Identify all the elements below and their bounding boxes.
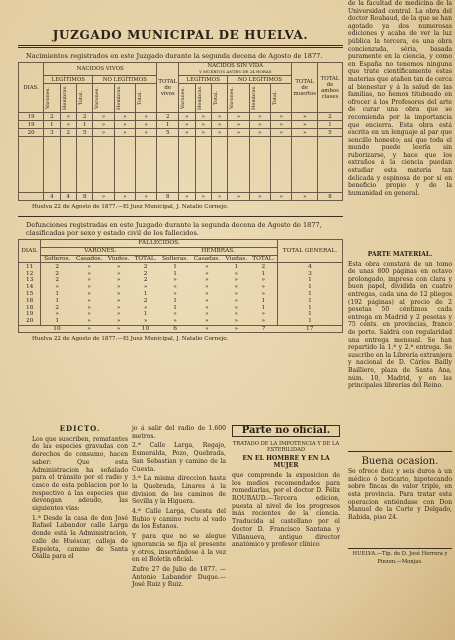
defunciones-row xyxy=(19,291,343,298)
defunciones-row xyxy=(19,277,343,284)
cell: » xyxy=(205,297,209,304)
cell: » xyxy=(292,129,318,137)
col-total-muertos: TOTAL de muertos xyxy=(292,63,318,113)
right-rule xyxy=(348,451,452,452)
parte-material-heading: PARTE MATERIAL. xyxy=(367,251,433,258)
cell: » xyxy=(234,297,239,304)
total-cell: 4 xyxy=(44,193,60,201)
cell: » xyxy=(270,121,291,129)
cell: 2 xyxy=(60,129,76,137)
cell: » xyxy=(116,263,121,270)
cell: 1 xyxy=(55,297,60,304)
cell: 1 xyxy=(277,277,342,284)
cell: » xyxy=(136,121,157,129)
cell: » xyxy=(261,290,266,297)
nacimientos-table xyxy=(18,62,343,201)
cell: 20 xyxy=(19,129,44,137)
title-rule xyxy=(18,45,343,48)
cell: » xyxy=(116,290,121,297)
cell: » xyxy=(234,304,239,311)
edicto-note: Y para que no se alegue ignorancia se fija el presente y otros, insertándose á la vez en el Boletín oficial. xyxy=(132,533,226,564)
cell: 20 xyxy=(19,318,41,325)
defunciones-intro: Defunciones registradas en este Juzgado durante la segunda decena de Agosto de 1877, clasificadas por sexo y estado civil de los fallecidos. xyxy=(26,221,322,237)
cell: » xyxy=(93,121,114,129)
parte-no-oficial-heading: Parte no oficial. xyxy=(232,425,340,437)
defunciones-body xyxy=(19,263,343,325)
cell: 2 xyxy=(44,113,60,121)
cell: » xyxy=(234,277,239,284)
cell: » xyxy=(195,121,211,129)
cell: » xyxy=(116,284,121,291)
cell: » xyxy=(87,277,91,284)
cell: » xyxy=(205,277,209,284)
cell: » xyxy=(179,129,195,137)
cell: » xyxy=(87,270,91,277)
cell: 1 xyxy=(261,297,266,304)
cell: » xyxy=(270,129,291,137)
cell: » xyxy=(205,290,209,297)
cell: 2 xyxy=(143,270,148,277)
cell: 2 xyxy=(143,297,148,304)
imprint-footer: HUELVA.—Tip. de D. José Herrera y Pinzon.—Monjas. xyxy=(348,548,452,566)
group-sin-vida-sub: Y MUERTOS ANTES DE 24 HORAS xyxy=(199,69,272,74)
cell: » xyxy=(60,113,76,121)
def-col: Casadas. xyxy=(191,255,223,263)
cell: 1 xyxy=(143,311,148,318)
defunciones-row xyxy=(19,263,343,270)
cell: » xyxy=(234,318,239,325)
cell: » xyxy=(116,311,121,318)
cell: » xyxy=(211,121,227,129)
cell: » xyxy=(114,129,135,137)
cell: 5 xyxy=(157,129,179,137)
cell: 2 xyxy=(76,113,92,121)
sub-col: Hembras. xyxy=(196,85,203,111)
cell: 1 xyxy=(277,311,342,318)
cell: 15 xyxy=(19,291,41,298)
cell: » xyxy=(270,113,291,121)
cell: » xyxy=(228,121,249,129)
cell: » xyxy=(249,129,270,137)
cell: » xyxy=(195,113,211,121)
cell: » xyxy=(228,129,249,137)
cell: » xyxy=(228,113,249,121)
cell: » xyxy=(55,311,60,318)
def-total-cell: » xyxy=(223,325,250,333)
cell: 1 xyxy=(173,304,177,311)
edicto-item-3: 3.ª La misma direccion hasta la Quebrada, Linares á la division de los caminos de Sevilla y la Higuera. xyxy=(132,475,226,506)
cell: » xyxy=(173,311,177,318)
cell: 1 xyxy=(277,291,342,298)
cell: 1 xyxy=(277,284,342,291)
col-dias: DIAS. xyxy=(19,63,44,113)
cell: » xyxy=(205,318,209,325)
nacimientos-row xyxy=(19,129,343,137)
cell: » xyxy=(205,270,209,277)
sub-col: Total. xyxy=(77,90,84,106)
bottom-columns xyxy=(18,425,343,635)
legitimos-2: LEGÍTIMOS xyxy=(179,76,228,84)
cell: » xyxy=(261,284,266,291)
signature-1: Huelva 22 de Agosto de 1877.—El Juez Municipal, J. Natalio Cornejo. xyxy=(32,204,229,210)
edicto-item-2: 2.ª Calle Larga, Regajo, Esmeralda, Pozo, Quebrada, San Sebastian y camino de la Cuesta. xyxy=(132,442,226,473)
juzgado-section xyxy=(18,20,343,342)
nacimientos-totals-row: 4 4 8 » » » 8 » » » » » » » 8 xyxy=(19,193,343,201)
cell: » xyxy=(55,284,60,291)
defunciones-row xyxy=(19,318,343,325)
cell: 1 xyxy=(157,121,179,129)
signature-2: Huelva 22 de Agosto de 1877.—El Juez Municipal, J. Natalio Cornejo. xyxy=(32,336,229,343)
cell: » xyxy=(143,284,148,291)
cell: 5 xyxy=(76,129,92,137)
edicto-item-4: 4.ª Calle Larga, Cuesta del Rubio y camino recto al vado de los Estanos. xyxy=(132,508,226,531)
cell: 19 xyxy=(19,113,44,121)
def-total-cell: 10 xyxy=(132,325,159,333)
cell: » xyxy=(211,113,227,121)
cell: » xyxy=(114,121,135,129)
sub-col: Hembras. xyxy=(115,85,122,111)
def-col: Casados. xyxy=(73,255,105,263)
edicto-signature: Zufre 27 de Julio de 1877. —Antonio Labandor Duque.—José Ruiz y Ruiz. xyxy=(132,565,226,589)
cell: » xyxy=(205,304,209,311)
nacimientos-body xyxy=(19,113,343,137)
cell: » xyxy=(87,311,91,318)
cell: 3 xyxy=(277,270,342,277)
nacimientos-row xyxy=(19,121,343,129)
no-legitimos-1: NO LEGÍTIMOS xyxy=(93,76,157,84)
sub-col: Total. xyxy=(212,90,219,106)
edicto-item-1: 1.ª Desde la casa de don José Rafael Labandor calle Larga donde está la Administracion, calle de Huéscar, calleja de Espeleta, camino de Santa Olalla para el xyxy=(32,514,128,561)
cell: » xyxy=(179,113,195,121)
cell: » xyxy=(116,304,121,311)
defunciones-totals-row xyxy=(19,325,343,333)
cell: 14 xyxy=(19,284,41,291)
def-col: Viudos. xyxy=(105,255,132,263)
sub-col: Total. xyxy=(271,90,278,106)
cell: 18 xyxy=(19,304,41,311)
cell: 1 xyxy=(234,263,239,270)
edicto-col2-text: jo á salir del radio de 1.600 metros. xyxy=(132,425,226,440)
cell: » xyxy=(249,121,270,129)
cell: » xyxy=(93,129,114,137)
cell: » xyxy=(173,277,177,284)
def-col: Viudas. xyxy=(223,255,250,263)
cell: 2 xyxy=(55,277,60,284)
cell: » xyxy=(60,121,76,129)
right-column xyxy=(348,0,452,566)
cell: 2 xyxy=(318,113,343,121)
no-legitimos-2: NO LEGÍTIMOS xyxy=(228,76,292,84)
cell: » xyxy=(205,311,209,318)
def-total-cell: 6 xyxy=(159,325,191,333)
cell: 19 xyxy=(19,311,41,318)
cell: 1 xyxy=(143,290,148,297)
sub-col: Hembras. xyxy=(250,85,257,111)
cell: 1 xyxy=(173,297,177,304)
cell: » xyxy=(249,113,270,121)
cell: 1 xyxy=(76,121,92,129)
cell: » xyxy=(205,263,209,270)
fallecidos-head: FALLECIDOS. xyxy=(41,240,278,248)
group-vivos: NACIDOS VIVOS xyxy=(44,63,157,76)
cell: » xyxy=(114,113,135,121)
edicto-column xyxy=(32,425,128,561)
total-cell: 8 xyxy=(318,193,343,201)
def-total-cell: » xyxy=(105,325,132,333)
def-col: Solteros. xyxy=(41,255,73,263)
total-cell: 8 xyxy=(157,193,179,201)
def-total-cell: 10 xyxy=(41,325,73,333)
cell: 1 xyxy=(44,121,60,129)
hembras-head: HEMBRAS. xyxy=(159,247,277,255)
cell: 2 xyxy=(157,113,179,121)
cell: 4 xyxy=(277,263,342,270)
sub-col: Varones. xyxy=(45,87,52,109)
cell: » xyxy=(87,263,91,270)
group-sin-vida-label: NACIDOS SIN VIDA xyxy=(207,63,264,69)
cell: 12 xyxy=(19,270,41,277)
cell: » xyxy=(292,121,318,129)
cell: 3 xyxy=(44,129,60,137)
sub-col: Total. xyxy=(137,90,144,106)
cell: » xyxy=(87,290,91,297)
cell: 19 xyxy=(19,121,44,129)
cell: 2 xyxy=(55,263,60,270)
cell: » xyxy=(261,311,266,318)
defunciones-row xyxy=(19,284,343,291)
right-top-text: de la facultad de medicina de la Universidad central. La obra del doctor Roubaud, de la que se han agotado ya dos numerosas ediciones y acaba de ver la luz pública la tercera, es una obra concienzuda, séria, basada puramente en la ciencia, y como en España no tenemos ninguna que trate científicamente estas materias que atañen tan de cerca al bienestar y á la salud de las familias, no hemos titubeado en ofrecer á los Profesores del arte de curar una obra que se recomienda por la importancia que encierra. Esta obra está escrita en un lenguaje al par que sencillo honesto; así que toda el mundo puede leerla sin ruborizarse, y hace que los extraños á la ciencia puedan estudiar esta materia tan delicada y espinosa de por sí en beneficio propio y de la humanidad en general. xyxy=(348,0,452,197)
edicto-body: Los que suscriben, rematantes de las especies gravadas con derechos de consumo, hacen saber: Que esta Administracion ha señalado para el tránsito por el radio y casco de esta poblacion por lo respectivo á las especies que devengan adeudo, las siguientes vias: xyxy=(32,435,128,513)
cell: 2 xyxy=(55,270,60,277)
buena-ocasion-text: Se ofrece diez y seis duros á un médico ó boticario, hipotecando sobre fincas de valor triple, en esta provincia. Para tratar esta operacion entiéndase con Don Manuel de la Corte y Delgado, Rabida, piso 24. xyxy=(348,468,452,521)
cell: 1 xyxy=(261,270,266,277)
cell: 5 xyxy=(318,129,343,137)
cell: » xyxy=(234,290,239,297)
defunciones-row xyxy=(19,297,343,304)
total-cell: 8 xyxy=(76,193,92,201)
cell: » xyxy=(173,318,177,325)
cell: 2 xyxy=(55,304,60,311)
cell: 1 xyxy=(55,318,60,325)
cell: 1 xyxy=(277,318,342,325)
cell: » xyxy=(234,311,239,318)
cell: » xyxy=(234,284,239,291)
cell: » xyxy=(143,304,148,311)
def-col: Solteras. xyxy=(159,255,191,263)
cell: » xyxy=(173,290,177,297)
defunciones-row xyxy=(19,304,343,311)
defunciones-row xyxy=(19,270,343,277)
def-col: TOTAL. xyxy=(250,255,278,263)
cell: » xyxy=(195,129,211,137)
cell: » xyxy=(205,284,209,291)
sub-col: Varones. xyxy=(180,87,187,109)
parte-column xyxy=(232,425,340,549)
cell: 2 xyxy=(261,263,266,270)
cell: » xyxy=(87,284,91,291)
cell: » xyxy=(173,284,177,291)
col-dias-2: DIAS. xyxy=(19,240,41,263)
def-total-cell: » xyxy=(73,325,105,333)
parte-material-text: Esta obra constará de un tomo de unas 800 páginas en octavo prolongado, impresa con clara y buen papel, dividida en cuatro entregas, cada una de 12 pliegos (192 páginas) al precio de 2 pesetas 50 céntimos cada entrega en Madrid y 2 pesetas y 75 cénts. en provincias, franco de porte. Saldrá con regularidad una entrega mensual. Se han repartido la 1.ª y 2.ª entrega. Se suscribe en la Librería extranjera y nacional de D. Cárlos Bailly Bailliere, plaza de Santa Ana, núm. 10, Madrid, y en las principales librerías del Reino. xyxy=(348,260,452,390)
defunciones-row xyxy=(19,311,343,318)
sub-col: Hembras. xyxy=(61,85,68,111)
cell: 16 xyxy=(19,297,41,304)
cell: 1 xyxy=(173,270,177,277)
edicto-heading: EDICTO. xyxy=(59,424,101,433)
cell: » xyxy=(116,270,121,277)
cell: 13 xyxy=(19,277,41,284)
tratado-body: que comprende la exposicion de los medios recomendados para remediarlas, por el doctor D. Félix ROUBAUD.—Tercera edicion, puesta al nivel de los progresos más recientes de la ciencia. Traducida al castellano por el doctor D. Francisco Santana y Villanueva, antiguo director anatómico y profesor clínico xyxy=(232,471,340,549)
cell: 11 xyxy=(19,263,41,270)
def-total-cell: » xyxy=(191,325,223,333)
cell: » xyxy=(87,304,91,311)
def-total-cell: 7 xyxy=(250,325,278,333)
cell: » xyxy=(234,270,239,277)
sub-col: Varones. xyxy=(229,87,236,109)
cell: » xyxy=(179,121,195,129)
cell: » xyxy=(87,297,91,304)
col-total-general: TOTAL de ambos clases xyxy=(318,63,343,113)
cell: 1 xyxy=(318,121,343,129)
cell: » xyxy=(136,129,157,137)
col-total-vivos: TOTAL de vivos xyxy=(157,63,179,113)
cell: » xyxy=(116,318,121,325)
sub-col: Varones. xyxy=(94,87,101,109)
tratado-subtitle: EN EL HOMBRE Y EN LA MUJER xyxy=(242,454,330,470)
nacimientos-row xyxy=(19,113,343,121)
juzgado-title: JUZGADO MUNICIPAL DE HUELVA. xyxy=(52,28,309,42)
total-cell: 4 xyxy=(60,193,76,201)
cell: » xyxy=(116,277,121,284)
cell: 1 xyxy=(277,304,342,311)
tratado-title: TRATADO DE LA IMPOTENCIA Y DE LA ESTERILIDAD xyxy=(232,440,340,454)
buena-ocasion-heading: Buena ocasion. xyxy=(361,455,439,467)
cell: 1 xyxy=(55,290,60,297)
cell: 1 xyxy=(173,263,177,270)
cell: 1 xyxy=(261,304,266,311)
cell: 1 xyxy=(277,297,342,304)
group-sin-vida xyxy=(179,63,292,76)
cell: 2 xyxy=(143,277,148,284)
cell: » xyxy=(116,297,121,304)
cell: 2 xyxy=(143,263,148,270)
cell: » xyxy=(261,318,266,325)
cell: » xyxy=(143,318,148,325)
def-total-cell: 17 xyxy=(277,325,342,333)
empty-space-row xyxy=(19,137,343,193)
cell: » xyxy=(136,113,157,121)
nacimientos-intro: Nacimientos registrados en este Juzgado durante la segunda decena de Agosto de 1877. xyxy=(26,52,323,60)
def-col: TOTAL. xyxy=(132,255,159,263)
cell: » xyxy=(93,113,114,121)
legitimos-1: LEGÍTIMOS xyxy=(44,76,93,84)
cell: » xyxy=(261,277,266,284)
defunciones-table xyxy=(18,239,343,333)
cell: » xyxy=(292,113,318,121)
edicto-column-2 xyxy=(132,425,226,589)
cell: » xyxy=(211,129,227,137)
cell: » xyxy=(87,318,91,325)
col-total-general-2: TOTAL GENERAL. xyxy=(277,240,342,263)
section-rule xyxy=(18,216,343,217)
varones-head: VARONES. xyxy=(41,247,159,255)
